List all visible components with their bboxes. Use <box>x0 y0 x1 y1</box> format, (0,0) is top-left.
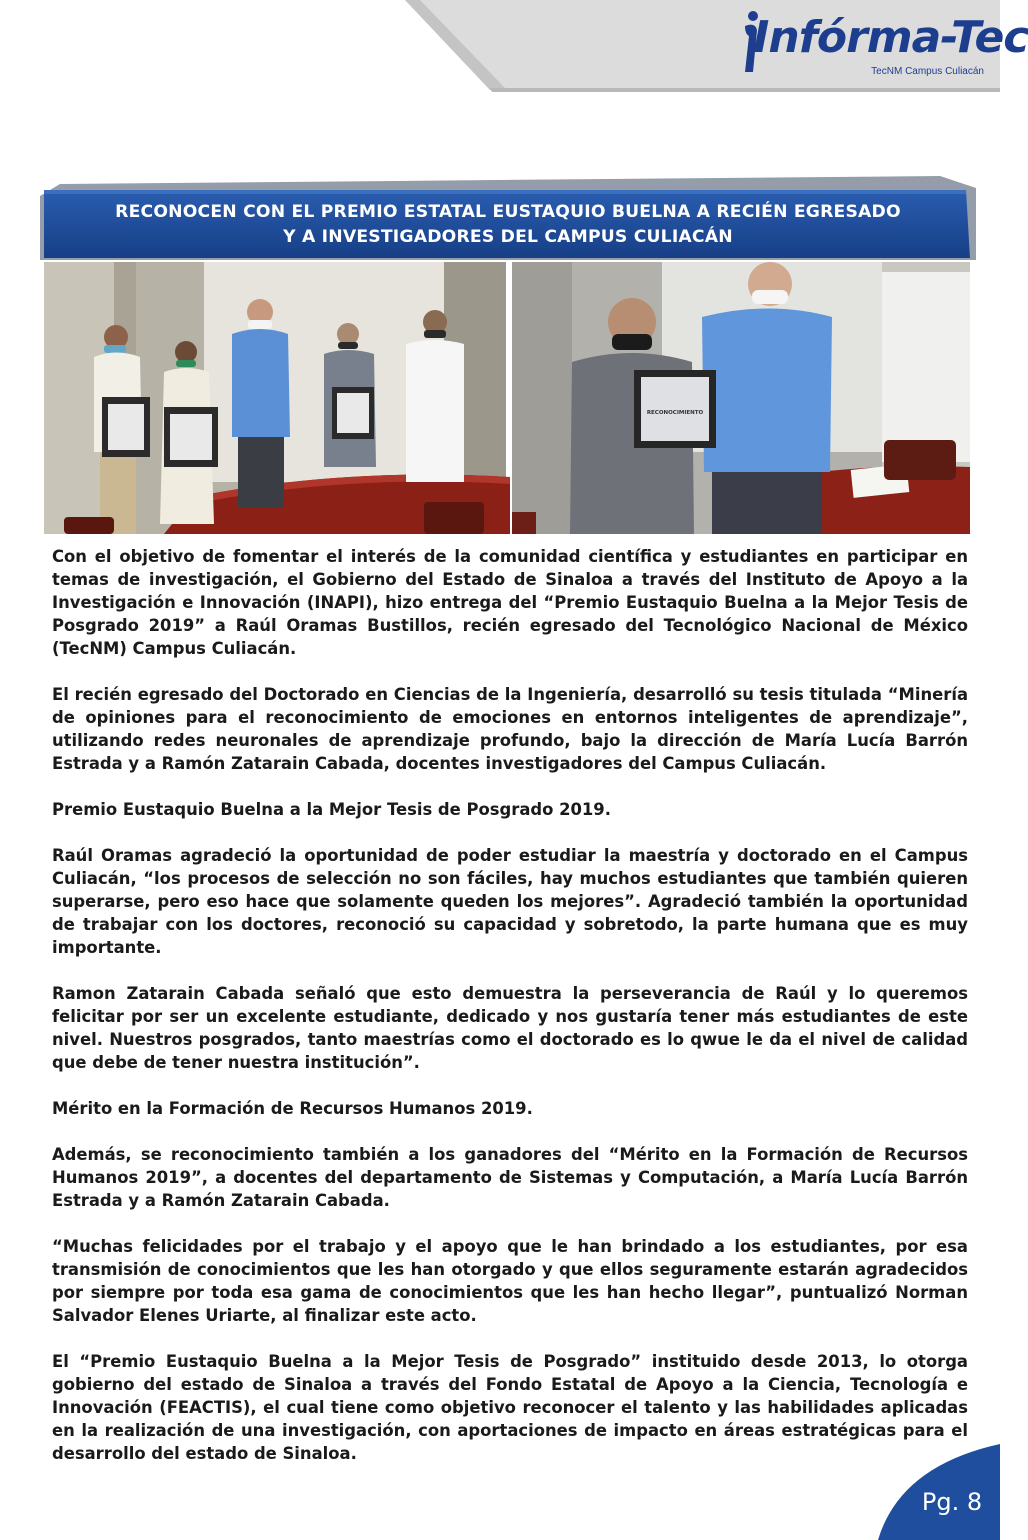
page-number: Pg. 8 <box>921 1488 983 1516</box>
article-headline <box>40 200 976 250</box>
logo-subtitle: TecNM Campus Culiacán <box>871 66 984 77</box>
article-paragraph: El “Premio Eustaquio Buelna a la Mejor Tesis de Posgrado” instituido desde 2013, lo otorga gobierno del estado de Sinaloa a través del Fondo Estatal de Apoyo a la Ciencia, Tecnología e Innovación (FEACTIS), el cual tiene como objetivo reconocer el talento y las habilidades aplicadas en la realización de una investigación, con aportaciones de impacto en áreas estratégicas para el desarrollo del estado de Sinaloa. <box>52 1352 968 1463</box>
article-subheading: Premio Eustaquio Buelna a la Mejor Tesis de Posgrado 2019. <box>52 800 611 819</box>
article-paragraph: Con el objetivo de fomentar el interés de la comunidad científica y estudiantes en participar en temas de investigación, el Gobierno del Estado de Sinaloa a través del Instituto de Apoyo a la Investigación e Innovación (INAPI), hizo entrega del “Premio Eustaquio Buelna a la Mejor Tesis de Posgrado 2019” a Raúl Oramas Bustillos, recién egresado del Tecnológico Nacional de México (TecNM) Campus Culiacán. <box>52 547 968 658</box>
article-subheading: Mérito en la Formación de Recursos Humanos 2019. <box>52 1099 533 1118</box>
award-photo <box>512 262 970 534</box>
article-paragraph: Ramon Zatarain Cabada señaló que esto demuestra la perseverancia de Raúl y lo queremos felicitar por ser un excelente estudiante, dedicado y nos gustaría tener más estudiantes de este nivel. Nuestros posgrados, tanto maestrías como el doctorado es lo qwue le da el nivel de calidad que debe de tener nuestra institución”. <box>52 984 968 1072</box>
award-photo-illustration <box>512 262 970 534</box>
article-paragraph: Raúl Oramas agradeció la oportunidad de poder estudiar la maestría y doctorado en el Campus Culiacán, “los procesos de selección no son fáciles, hay muchos estudiantes que también quieren superarse, pero eso hace que solamente queden los mejores”. Agradeció también la oportunidad de trabajar con los doctores, reconoció su capacidad y sobretodo, la parte humana que es muy importante. <box>52 846 968 957</box>
headline-line-1: RECONOCEN CON EL PREMIO ESTATAL EUSTAQUIO BUELNA A RECIÉN EGRESADO <box>115 202 901 222</box>
article-paragraph: Además, se reconocimiento también a los ganadores del “Mérito en la Formación de Recursos Humanos 2019”, a docentes del departamento de Sistemas y Computación, a María Lucía Barrón Estrada y a Ramón Zatarain Cabada. <box>52 1145 968 1210</box>
article-body <box>52 545 968 1488</box>
headline-line-2: Y A INVESTIGADORES DEL CAMPUS CULIACÁN <box>283 227 733 247</box>
group-photo-illustration <box>44 262 510 534</box>
article-paragraph: El recién egresado del Doctorado en Ciencias de la Ingeniería, desarrolló su tesis titulada “Minería de opiniones para el reconocimiento de emociones en entornos inteligentes de aprendizaje”, utilizando redes neuronales de aprendizaje profundo, bajo la dirección de María Lucía Barrón Estrada y a Ramón Zatarain Cabada, docentes investigadores del Campus Culiacán. <box>52 685 968 773</box>
logo-text: Infórma-Tec <box>753 12 1028 63</box>
group-photo <box>44 262 510 534</box>
article-paragraph: “Muchas felicidades por el trabajo y el apoyo que le han brindado a los estudiantes, por esa transmisión de conocimientos que les han otorgado y que ellos seguramente estarán agradecidos por siempre por toda esa gama de conocimientos que les han hecho llegar”, puntualizó Norman Salvador Elenes Uriarte, al finalizar este acto. <box>52 1237 968 1325</box>
informa-tec-logo <box>735 8 1028 86</box>
certificate-text: RECONOCIMIENTO <box>646 410 704 416</box>
